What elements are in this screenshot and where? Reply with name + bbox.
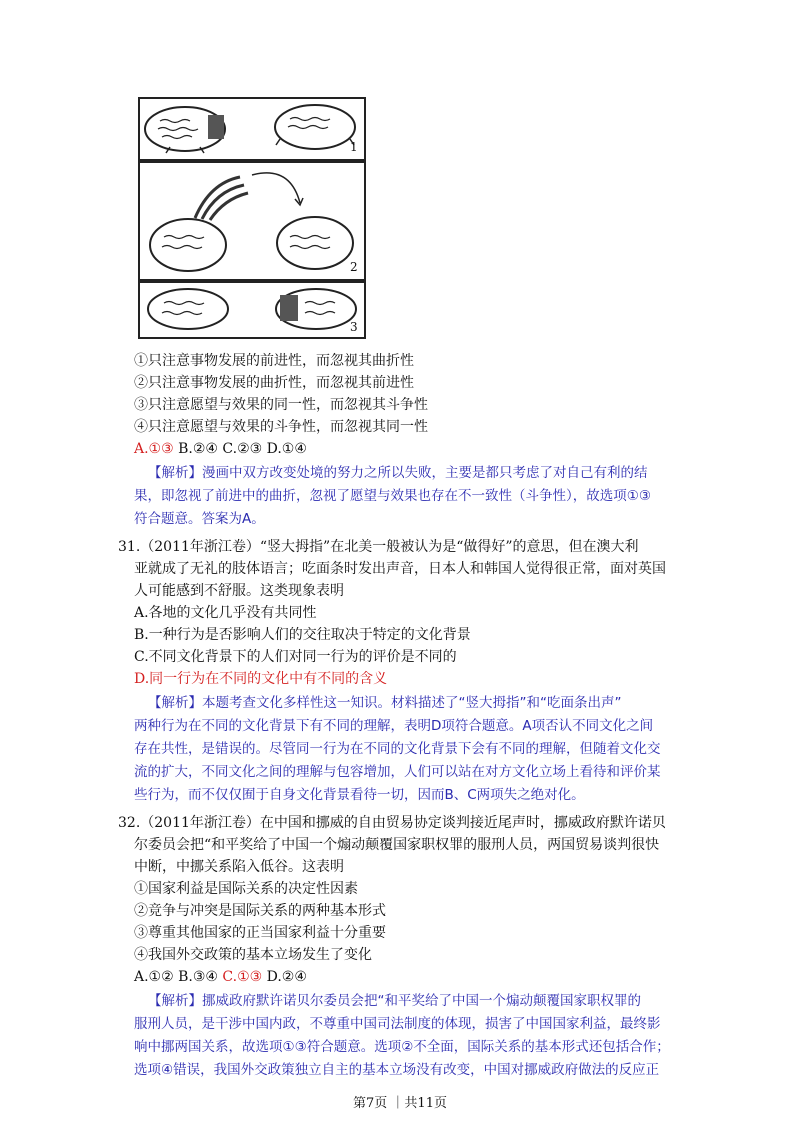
- panel-label-2: 2: [350, 260, 358, 274]
- q32-choice-d: D.②④: [266, 969, 307, 985]
- q31-analysis-line-3: 存在共性，是错误的。尽管同一行为在不同的文化背景下会有不同的理解，但随着文化交: [134, 741, 661, 757]
- q32-stem-line-3: 中断，中挪关系陷入低谷。这表明: [134, 859, 344, 875]
- q31-stem-line-2: 亚就成了无礼的肢体语言；吃面条时发出声音，日本人和韩国人觉得很正常，面对英国: [134, 561, 666, 577]
- q32-option-3: ③尊重其他国家的正当国家利益十分重要: [134, 925, 386, 941]
- panel-label-1: 1: [350, 140, 358, 154]
- q32-answer-c: C.①③: [222, 969, 263, 985]
- q32-analysis-line-1: 【解析】挪威政府默许诺贝尔委员会把“和平奖给了中国一个煽动颠覆国家职权罪的: [148, 993, 641, 1009]
- q32-option-1: ①国家利益是国际关系的决定性因素: [134, 881, 358, 897]
- q30-choices-rest: B.②④ C.②③ D.①④: [178, 441, 307, 457]
- q31-analysis-line-5: 些行为，而不仅仅囿于自身文化背景看待一切，因而B、C两项失之绝对化。: [134, 787, 585, 803]
- q31-analysis-line-1: 【解析】本题考查文化多样性这一知识。材料描述了“竖大拇指”和“吃面条出声”: [148, 695, 622, 711]
- cartoon-figure: [138, 97, 364, 337]
- q31-option-a: A.各地的文化几乎没有共同性: [134, 605, 317, 621]
- q30-option-3: ③只注意愿望与效果的同一性，而忽视其斗争性: [134, 397, 428, 413]
- q31-analysis-line-2: 两种行为在不同的文化背景下有不同的理解，表明D项符合题意。A项否认不同文化之间: [134, 718, 654, 734]
- q32-option-2: ②竞争与冲突是国际关系的两种基本形式: [134, 903, 386, 919]
- q31-stem-line-3: 人可能感到不舒服。这类现象表明: [134, 583, 344, 599]
- q31-answer: D.同一行为在不同的文化中有不同的含义: [134, 671, 388, 687]
- q30-analysis-line-2: 果，即忽视了前进中的曲折，忽视了愿望与效果也存在不一致性（斗争性），故选项①③: [134, 488, 651, 504]
- q31-option-c: C.不同文化背景下的人们对同一行为的评价是不同的: [134, 649, 457, 665]
- cartoon-panel-2: [138, 161, 366, 281]
- q32-stem-line-1: 32.（2011年浙江卷）在中国和挪威的自由贸易协定谈判接近尾声时，挪威政府默许诺贝: [118, 815, 666, 831]
- q32-choices-ab: A.①② B.③④: [134, 969, 218, 985]
- q30-option-4: ④只注意愿望与效果的斗争性，而忽视其同一性: [134, 419, 428, 435]
- q30-analysis-line-1: 【解析】漫画中双方改变处境的努力之所以失败，主要是都只考虑了对自己有利的结: [148, 465, 648, 481]
- q32-analysis-line-2: 服刑人员，是干涉中国内政，不尊重中国司法制度的体现，损害了中国国家利益，最终影: [134, 1016, 661, 1032]
- q30-analysis-line-3: 符合题意。答案为A。: [134, 511, 265, 527]
- q32-option-4: ④我国外交政策的基本立场发生了变化: [134, 947, 372, 963]
- q30-option-1: ①只注意事物发展的前进性，而忽视其曲折性: [134, 353, 414, 369]
- q32-analysis-line-4: 选项④错误，我国外交政策独立自主的基本立场没有改变，中国对挪威政府做法的反应正: [134, 1062, 660, 1078]
- q32-stem-line-2: 尔委员会把“和平奖给了中国一个煽动颠覆国家职权罪的服刑人员，两国贸易谈判很快: [134, 837, 660, 853]
- q31-stem-line-1: 31.（2011年浙江卷）“竖大拇指”在北美一般被认为是“做得好”的意思，但在澳大利: [118, 539, 639, 555]
- q30-choices: [134, 439, 307, 459]
- page-footer: 第7页 ｜共11页: [353, 1096, 447, 1111]
- q31-option-b: B.一种行为是否影响人们的交往取决于特定的文化背景: [134, 627, 471, 643]
- q31-analysis-line-4: 流的扩大，不同文化之间的理解与包容增加，人们可以站在对方文化立场上看待和评价某: [134, 764, 661, 780]
- cartoon-panel-1: [138, 97, 366, 161]
- q30-option-2: ②只注意事物发展的曲折性，而忽视其前进性: [134, 375, 414, 391]
- cartoon-panel-3: [138, 281, 366, 339]
- q32-analysis-line-3: 响中挪两国关系，故选项①③符合题意。选项②不全面，国际关系的基本形式还包括合作；: [134, 1039, 670, 1055]
- q30-answer-a: A.①③: [134, 441, 174, 457]
- panel-label-3: 3: [350, 320, 358, 334]
- q32-choices: [134, 967, 307, 987]
